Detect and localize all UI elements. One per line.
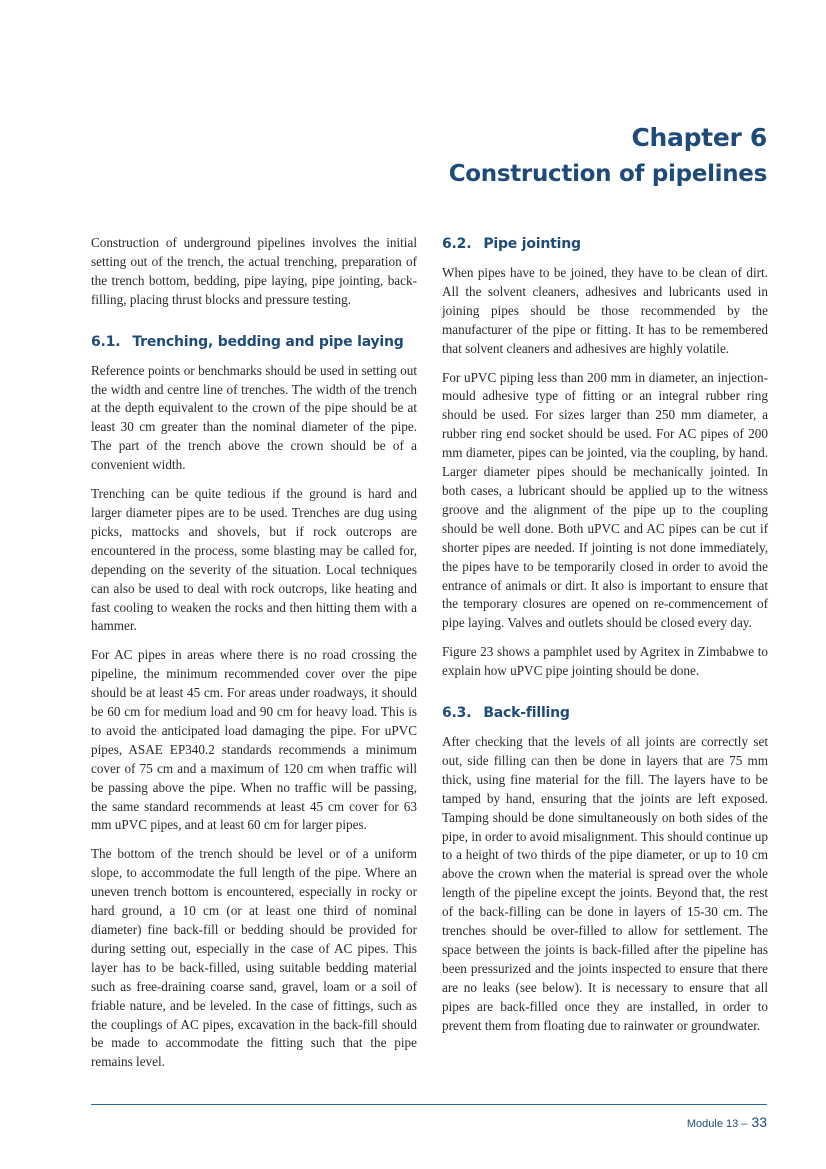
section-heading-6-3 [442,703,768,723]
section-title: Trenching, bedding and pipe laying [132,333,404,350]
paragraph: The bottom of the trench should be level or of a uniform slope, to accommodate the full length of the pipe. Where an uneven trench bottom is encountered, especially in rocky or hard ground, a 10 cm (or at least one third of nominal diameter) fine back-fill or bedding should be provided for during setting out, especially in the case of AC pipes. This layer has to be back-filled, using suitable bedding material such as free-draining coarse sand, gravel, loam or a soil of friable nature, and be leveled. In the case of fittings, such as the couplings of AC pipes, excavation in the back-fill should be made to accommodate the fitting such that the pipe remains level. [91,846,417,1070]
paragraph: Figure 23 shows a pamphlet used by Agritex in Zimbabwe to explain how uPVC pipe jointing should be done. [442,644,768,679]
chapter-label: Chapter 6 [631,123,767,152]
footer-rule [91,1104,767,1105]
section-number: 6.1. [91,333,121,350]
section-title: Pipe jointing [483,236,581,252]
module-label: Module 13 – [686,1118,748,1130]
paragraph: For uPVC piping less than 200 mm in diameter, an injection-mould adhesive type of fitting or an integral rubber ring should be used. For sizes larger than 250 mm diameter, a rubber ring end socket should be used. For AC pipes of 200 mm diameter, pipes can be jointed, via the coupling, by hand. Larger diameter pipes should be mechanically jointed. In both cases, a lubricant should be applied up to the witness groove and the alignment of the pipe up to the coupling should be well done. Both uPVC and AC pipes can be cut if shorter pipes are needed. If jointing is not done immediately, the pipes have to be temporarily closed in order to avoid the entrance of animals or dirt. It also is important to ensure that the temporary closures are opened on re-commencement of pipe laying. Valves and outlets should be closed every day. [442,369,768,631]
page-number: 33 [751,1114,767,1130]
paragraph: For AC pipes in areas where there is no road crossing the pipeline, the minimum recommended cover over the pipe should be at least 45 cm. For areas under roadways, it should be 60 cm for medium load and 90 cm for heavy load. This is to avoid the anticipated load damaging the pipe. For uPVC pipes, ASAE EP340.2 standards recommends a minimum cover of 75 cm and a maximum of 120 cm when traffic will be passing above the pipe. When no traffic will be passing, the same standard recommends at least 45 cm cover for 63 mm uPVC pipes, and at least 60 cm for larger pipes. [91,647,417,833]
intro-paragraph: Construction of underground pipelines involves the initial setting out of the trench, the actual trenching, preparation of the trench bottom, bedding, pipe laying, pipe jointing, back-filling, placing thrust blocks and pressure testing. [91,235,417,307]
right-column [442,234,768,1046]
paragraph: Trenching can be quite tedious if the ground is hard and larger diameter pipes are to be used. Trenches are dug using picks, mattocks and shovels, but if rock outcrops are encountered in the process, some blasting may be called for, depending on the severity of the situation. Local techniques can also be used to deal with rock outcrops, like heating and fast cooling to weaken the rocks and then hitting them with a hammer. [91,486,417,634]
section-number: 6.3. [442,705,472,722]
section-heading-6-2 [442,234,768,254]
section-title: Back-filling [483,705,570,722]
paragraph: When pipes have to be joined, they have to be clean of dirt. All the solvent cleaners, adhesives and lubricants used in joining pipes should be those recommended by the manufacturer of the pipe or fitting. It has to be remembered that solvent cleaners and adhesives are highly volatile. [442,265,768,356]
paragraph: Reference points or benchmarks should be used in setting out the width and centre line of trenches. The width of the trench at the depth equivalent to the crown of the pipe should be at least 30 cm greater than the nominal diameter of the pipe. The part of the trench above the crown should be of a convenient width. [91,362,417,473]
paragraph: After checking that the levels of all joints are correctly set out, side filling can then be done in layers that are 75 mm thick, using fine material for the fill. The layers have to be tamped by hand, ensuring that the joints are left exposed. Tamping should be done simultaneously on both sides of the pipe, in order to avoid misalignment. This should continue up to a height of two thirds of the pipe diameter, or up to 10 cm above the crown when the material is spread over the whole length of the pipeline except the joints. Beyond that, the rest of the back-filling can be done in layers of 15-30 cm. The trenches should be over-filled to allow for settlement. The space between the joints is back-filled after the pipeline has been pressurized and the joints inspected to ensure that there are no leaks (see below). It is necessary to ensure that all pipes are back-filled once they are installed, in order to prevent them from floating due to rainwater or groundwater. [442,734,768,1033]
chapter-title: Construction of pipelines [448,161,767,187]
section-heading-6-1 [91,332,417,352]
section-number: 6.2. [442,236,472,252]
left-column [91,234,417,1082]
page-footer [687,1114,767,1132]
chapter-header [449,120,767,192]
